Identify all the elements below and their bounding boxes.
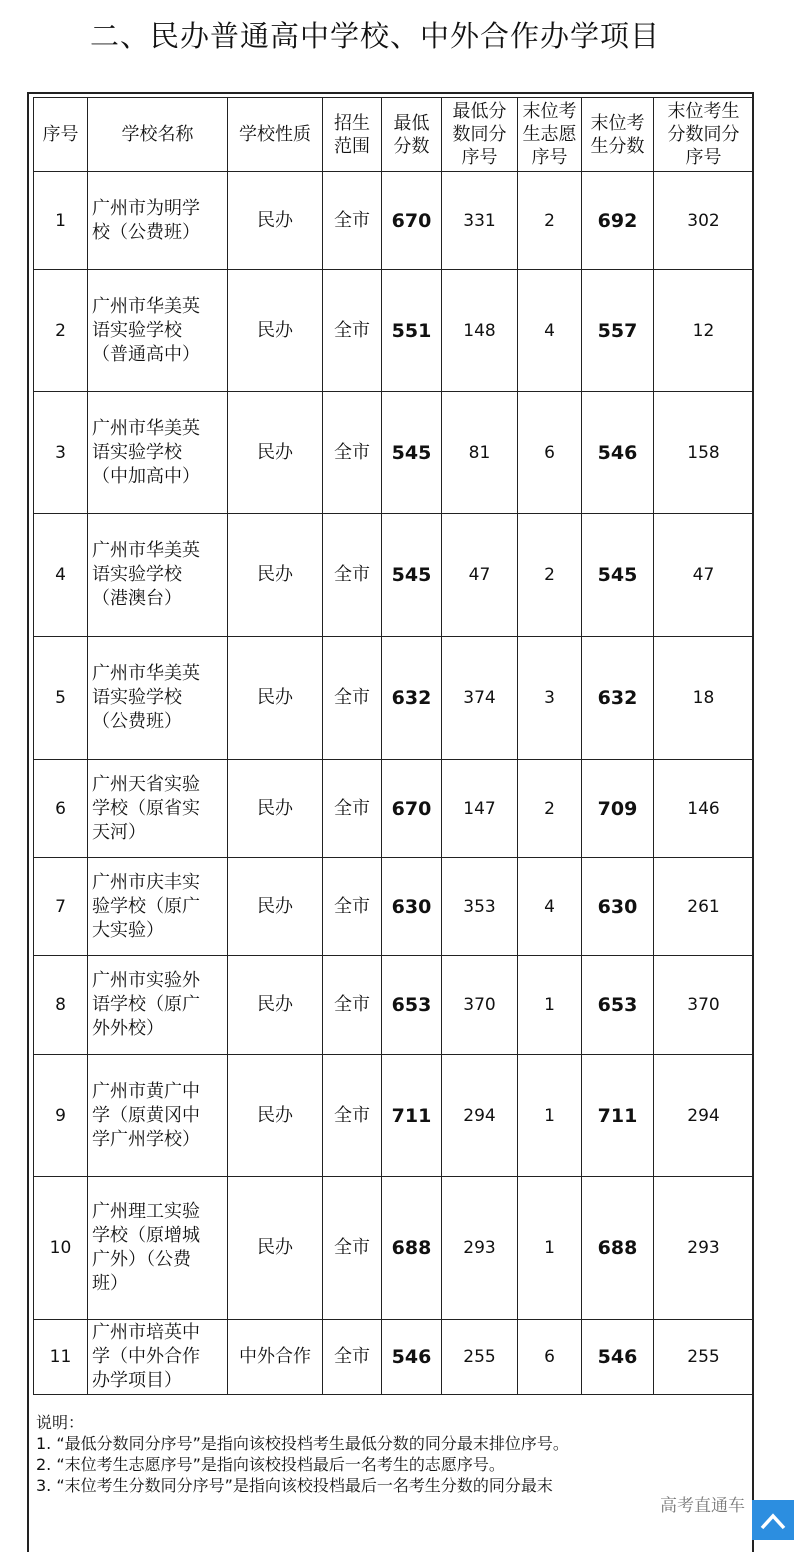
- nature-cell: 中外合作: [228, 1320, 323, 1395]
- table-row: [34, 858, 754, 956]
- range-cell: 全市: [323, 270, 382, 392]
- table-row: [34, 514, 754, 637]
- header-cell: 末位考 生分数: [582, 98, 654, 172]
- min-score-cell: 670: [382, 760, 442, 858]
- school-name-cell: 广州市庆丰实 验学校（原广 大实验）: [88, 858, 228, 956]
- last-score-cell: 546: [582, 1320, 654, 1395]
- min-rank-cell: 147: [442, 760, 518, 858]
- notes: [36, 1412, 750, 1496]
- range-cell: 全市: [323, 637, 382, 760]
- last-choice-cell: 4: [518, 270, 582, 392]
- header-cell: 序号: [34, 98, 88, 172]
- min-score-cell: 545: [382, 514, 442, 637]
- range-cell: 全市: [323, 956, 382, 1055]
- last-choice-cell: 4: [518, 858, 582, 956]
- header-cell: 学校名称: [88, 98, 228, 172]
- min-score-cell: 546: [382, 1320, 442, 1395]
- table-row: [34, 1055, 754, 1177]
- table-row: [34, 392, 754, 514]
- school-name-cell: 广州理工实验 学校（原增城 广外）（公费 班）: [88, 1177, 228, 1320]
- header-cell: 学校性质: [228, 98, 323, 172]
- school-name-cell: 广州市黄广中 学（原黄冈中 学广州学校）: [88, 1055, 228, 1177]
- last-rank-cell: 18: [654, 637, 754, 760]
- last-score-cell: 688: [582, 1177, 654, 1320]
- table-row: [34, 172, 754, 270]
- min-rank-cell: 255: [442, 1320, 518, 1395]
- no-cell: 3: [34, 392, 88, 514]
- no-cell: 6: [34, 760, 88, 858]
- notes-heading: 说明：: [36, 1413, 85, 1432]
- no-cell: 7: [34, 858, 88, 956]
- min-rank-cell: 81: [442, 392, 518, 514]
- last-choice-cell: 2: [518, 760, 582, 858]
- min-score-cell: 670: [382, 172, 442, 270]
- header-row: [34, 98, 754, 172]
- table-row: [34, 1177, 754, 1320]
- last-choice-cell: 1: [518, 1177, 582, 1320]
- last-rank-cell: 261: [654, 858, 754, 956]
- last-rank-cell: 47: [654, 514, 754, 637]
- note-item: 2. “末位考生志愿序号”是指向该校投档最后一名考生的志愿序号。: [36, 1455, 505, 1474]
- min-rank-cell: 294: [442, 1055, 518, 1177]
- nature-cell: 民办: [228, 956, 323, 1055]
- last-rank-cell: 12: [654, 270, 754, 392]
- min-score-cell: 653: [382, 956, 442, 1055]
- last-choice-cell: 6: [518, 392, 582, 514]
- min-score-cell: 551: [382, 270, 442, 392]
- table-row: [34, 1320, 754, 1395]
- school-name-cell: 广州市华美英 语实验学校 （普通高中）: [88, 270, 228, 392]
- last-rank-cell: 293: [654, 1177, 754, 1320]
- nature-cell: 民办: [228, 1055, 323, 1177]
- header-cell: 末位考生 分数同分 序号: [654, 98, 754, 172]
- min-score-cell: 630: [382, 858, 442, 956]
- last-rank-cell: 146: [654, 760, 754, 858]
- min-score-cell: 545: [382, 392, 442, 514]
- table-row: [34, 270, 754, 392]
- admission-table: [33, 97, 754, 1395]
- range-cell: 全市: [323, 514, 382, 637]
- last-score-cell: 653: [582, 956, 654, 1055]
- nature-cell: 民办: [228, 270, 323, 392]
- table-row: [34, 956, 754, 1055]
- no-cell: 10: [34, 1177, 88, 1320]
- last-score-cell: 557: [582, 270, 654, 392]
- header-cell: 最低分 数同分 序号: [442, 98, 518, 172]
- min-rank-cell: 370: [442, 956, 518, 1055]
- nature-cell: 民办: [228, 514, 323, 637]
- back-to-top-button[interactable]: [752, 1500, 794, 1540]
- last-choice-cell: 1: [518, 1055, 582, 1177]
- last-rank-cell: 255: [654, 1320, 754, 1395]
- school-name-cell: 广州市实验外 语学校（原广 外外校）: [88, 956, 228, 1055]
- last-rank-cell: 294: [654, 1055, 754, 1177]
- nature-cell: 民办: [228, 392, 323, 514]
- no-cell: 8: [34, 956, 88, 1055]
- nature-cell: 民办: [228, 637, 323, 760]
- range-cell: 全市: [323, 760, 382, 858]
- min-rank-cell: 148: [442, 270, 518, 392]
- min-score-cell: 688: [382, 1177, 442, 1320]
- min-rank-cell: 331: [442, 172, 518, 270]
- last-choice-cell: 3: [518, 637, 582, 760]
- header-cell: 最低 分数: [382, 98, 442, 172]
- last-choice-cell: 2: [518, 514, 582, 637]
- header-cell: 招生 范围: [323, 98, 382, 172]
- last-choice-cell: 1: [518, 956, 582, 1055]
- no-cell: 11: [34, 1320, 88, 1395]
- last-choice-cell: 2: [518, 172, 582, 270]
- page-title: 二、民办普通高中学校、中外合作办学项目: [90, 19, 661, 53]
- nature-cell: 民办: [228, 172, 323, 270]
- min-score-cell: 711: [382, 1055, 442, 1177]
- school-name-cell: 广州市华美英 语实验学校 （中加高中）: [88, 392, 228, 514]
- school-name-cell: 广州市培英中 学（中外合作 办学项目）: [88, 1320, 228, 1395]
- no-cell: 4: [34, 514, 88, 637]
- range-cell: 全市: [323, 858, 382, 956]
- no-cell: 5: [34, 637, 88, 760]
- chevron-up-icon: [760, 1512, 786, 1530]
- nature-cell: 民办: [228, 858, 323, 956]
- no-cell: 2: [34, 270, 88, 392]
- school-name-cell: 广州市华美英 语实验学校 （公费班）: [88, 637, 228, 760]
- min-rank-cell: 374: [442, 637, 518, 760]
- last-score-cell: 711: [582, 1055, 654, 1177]
- range-cell: 全市: [323, 1055, 382, 1177]
- last-score-cell: 630: [582, 858, 654, 956]
- table-row: [34, 637, 754, 760]
- min-rank-cell: 47: [442, 514, 518, 637]
- last-choice-cell: 6: [518, 1320, 582, 1395]
- last-rank-cell: 158: [654, 392, 754, 514]
- school-name-cell: 广州市为明学 校（公费班）: [88, 172, 228, 270]
- range-cell: 全市: [323, 172, 382, 270]
- min-score-cell: 632: [382, 637, 442, 760]
- table-row: [34, 760, 754, 858]
- nature-cell: 民办: [228, 760, 323, 858]
- last-score-cell: 709: [582, 760, 654, 858]
- last-score-cell: 632: [582, 637, 654, 760]
- range-cell: 全市: [323, 1177, 382, 1320]
- note-item: 3. “末位考生分数同分序号”是指向该校投档最后一名考生分数的同分最末: [36, 1476, 553, 1495]
- last-score-cell: 546: [582, 392, 654, 514]
- no-cell: 1: [34, 172, 88, 270]
- last-score-cell: 692: [582, 172, 654, 270]
- school-name-cell: 广州市华美英 语实验学校 （港澳台）: [88, 514, 228, 637]
- min-rank-cell: 293: [442, 1177, 518, 1320]
- nature-cell: 民办: [228, 1177, 323, 1320]
- range-cell: 全市: [323, 392, 382, 514]
- note-item: 1. “最低分数同分序号”是指向该校投档考生最低分数的同分最末排位序号。: [36, 1434, 569, 1453]
- min-rank-cell: 353: [442, 858, 518, 956]
- watermark: 高考直通车: [660, 1496, 745, 1516]
- last-rank-cell: 370: [654, 956, 754, 1055]
- no-cell: 9: [34, 1055, 88, 1177]
- school-name-cell: 广州天省实验 学校（原省实 天河）: [88, 760, 228, 858]
- last-rank-cell: 302: [654, 172, 754, 270]
- last-score-cell: 545: [582, 514, 654, 637]
- range-cell: 全市: [323, 1320, 382, 1395]
- header-cell: 末位考 生志愿 序号: [518, 98, 582, 172]
